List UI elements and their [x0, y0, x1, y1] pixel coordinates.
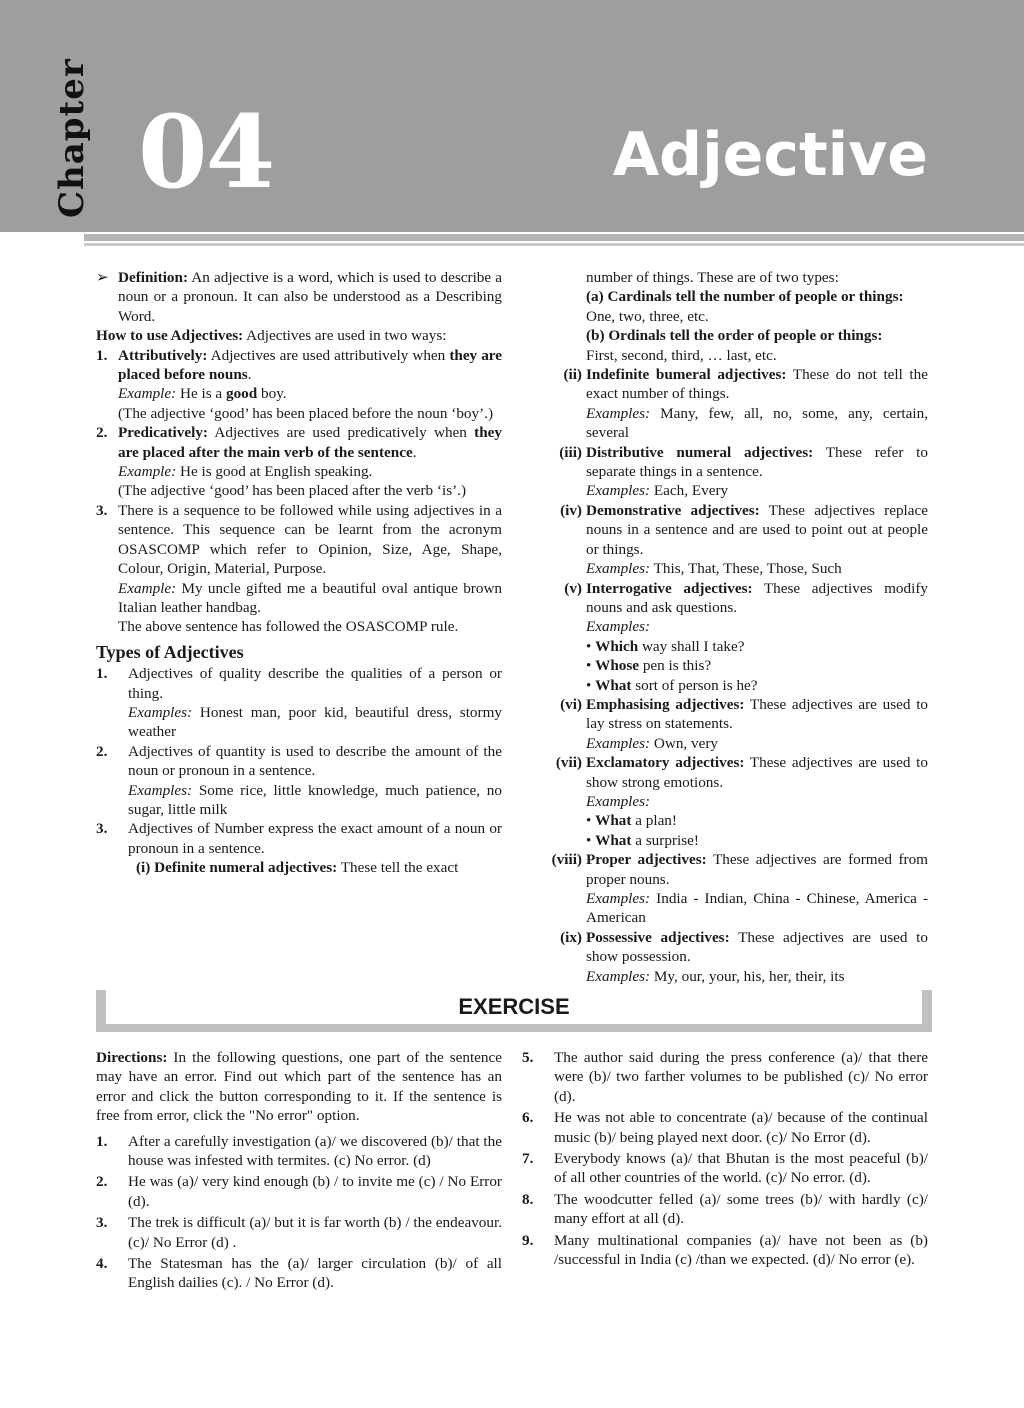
- item-label: Proper adjectives:: [586, 851, 707, 869]
- note-line: The above sentence has followed the OSASCOMP rule.: [118, 618, 459, 636]
- example-label: Examples:: [586, 618, 651, 636]
- question-item: [96, 1254, 502, 1293]
- item-number: (ix): [560, 928, 582, 946]
- sub-item-number: (i): [136, 859, 151, 877]
- definition-text: An adjective is a word, which is used to describe a noun or a pronoun. It can also be understood as a Describing Word.: [118, 269, 502, 325]
- bullet-bold: What: [595, 812, 632, 830]
- example-text: He is a: [176, 385, 226, 403]
- item-number: 2.: [96, 742, 108, 760]
- example-line: [548, 967, 928, 986]
- continued-text: number of things. These are of two types:: [586, 269, 839, 286]
- list-item: [548, 365, 928, 404]
- example-text-end: boy.: [257, 385, 287, 403]
- question-item: [522, 1048, 928, 1106]
- item-number: (vii): [555, 754, 582, 772]
- item-text: Adjectives are used attributively when: [207, 346, 450, 364]
- question-item: [96, 1172, 502, 1211]
- directions-label: Directions:: [96, 1049, 168, 1066]
- definition-label: Definition:: [118, 269, 189, 286]
- list-item: [96, 501, 502, 579]
- question-item: [96, 1213, 502, 1252]
- list-item: [548, 501, 928, 559]
- example-text: My, our, your, his, her, their, its: [650, 967, 845, 985]
- item-text: These adjectives replace nouns in a sentence and are used to point out at people or things.: [586, 501, 928, 558]
- question-number: 5.: [522, 1049, 534, 1066]
- item-number: (v): [564, 579, 582, 597]
- item-text: These adjectives are used to show strong emotions.: [586, 754, 928, 791]
- item-number: 1.: [96, 665, 108, 683]
- question-number: 7.: [522, 1150, 534, 1168]
- list-item: [548, 443, 928, 482]
- list-item: [548, 579, 928, 618]
- question-number: 1.: [96, 1132, 108, 1150]
- item-bold-text: they are placed before nouns: [118, 346, 502, 384]
- directions: [96, 1048, 502, 1126]
- list-item: 2. Predicatively: Adjectives are used predicatively when they are placed after the main verb of the sentence.: [96, 424, 502, 461]
- right-column: [548, 268, 928, 986]
- directions-text: In the following questions, one part of the sentence may have an error. Find out which part of the sentence has an error and click the button corresponding to it. If the sentence is free from error, click the "No error" option.: [96, 1049, 502, 1125]
- item-text: These adjectives are used to show possession.: [586, 928, 928, 966]
- item-number: 3.: [96, 820, 108, 838]
- item-label: Indefinite bumeral adjectives:: [586, 366, 787, 384]
- item-label: Exclamatory adjectives:: [586, 754, 745, 772]
- example-label: Examples:: [586, 482, 651, 500]
- sub-item: [96, 858, 502, 877]
- example-label: Examples:: [586, 967, 651, 985]
- question-text: The woodcutter felled (a)/ some trees (b)/ with hardly (c)/ many effort at all (d).: [554, 1190, 928, 1228]
- chapter-title: Adjective: [612, 120, 928, 190]
- question-item: [522, 1231, 928, 1270]
- types-heading: Types of Adjectives: [96, 641, 244, 662]
- item-number: (viii): [551, 851, 582, 869]
- howto-label: How to use Adjectives:: [96, 327, 244, 345]
- example-text: My uncle gifted me a beautiful oval antique brown Italian leather handbag.: [118, 579, 502, 616]
- question-text: He was not able to concentrate (a)/ because of the continual music (b)/ being played next door. (c)/ No Error (d).: [554, 1109, 928, 1146]
- header-divider-thin: [84, 243, 1024, 246]
- question-list: [96, 1132, 502, 1293]
- item-text: Adjectives of Number express the exact amount of a noun or pronoun in a sentence.: [128, 820, 502, 857]
- example-label: Examples:: [586, 404, 651, 422]
- question-list: [522, 1048, 928, 1269]
- example-label: Examples:: [586, 560, 651, 578]
- header-divider: [84, 234, 1024, 241]
- example-label: Examples:: [586, 890, 651, 907]
- item-label: Distributive numeral adjectives:: [586, 443, 814, 461]
- question-item: [522, 1108, 928, 1147]
- list-item: [548, 850, 928, 889]
- item-bold-text: they are placed after the main verb of the sentence: [118, 424, 502, 461]
- bullet-line: • What a plan!: [586, 812, 677, 830]
- definition-paragraph: [96, 268, 502, 326]
- note-line: (The adjective ‘good’ has been placed after the verb ‘is’.): [118, 482, 467, 500]
- chapter-number: 04: [138, 93, 274, 211]
- bullet-text: a surprise!: [631, 831, 699, 849]
- item-text: These adjectives are used to lay stress on statements.: [586, 695, 929, 733]
- example-text: Honest man, poor kid, beautiful dress, stormy weather: [128, 703, 502, 741]
- question-text: He was (a)/ very kind enough (b) / to invite me (c) / No Error (d).: [128, 1173, 502, 1210]
- item-number: 1.: [96, 346, 108, 364]
- example-text: Own, very: [650, 734, 719, 752]
- sub-item-label: Definite numeral adjectives:: [154, 859, 338, 877]
- item-number: (iii): [559, 443, 582, 461]
- item-label: Attributively:: [118, 346, 208, 364]
- left-column: [96, 268, 502, 878]
- example-line: [548, 559, 928, 578]
- example-label: Example:: [118, 579, 177, 597]
- example-line: [548, 404, 928, 443]
- bullet-bold: Whose: [595, 657, 640, 675]
- howto-text: Adjectives are used in two ways:: [243, 327, 447, 345]
- example-text: This, That, These, Those, Such: [650, 560, 842, 578]
- bullet-line: • What sort of person is he?: [586, 676, 758, 694]
- example-label: Example:: [118, 385, 177, 403]
- item-number: 2.: [96, 424, 108, 442]
- question-text: The author said during the press conference (a)/ that there were (b)/ two farther volumes to be published (c)/ No error (d).: [554, 1049, 928, 1105]
- bullet-text: a plan!: [631, 812, 677, 830]
- bullet-line: • What a surprise!: [586, 831, 699, 849]
- item-text: These refer to separate things in a sentence.: [586, 443, 928, 481]
- item-label: Possessive adjectives:: [586, 928, 730, 946]
- item-number: (ii): [563, 366, 582, 384]
- item-text: Adjectives of quality describe the qualities of a person or thing.: [128, 665, 502, 702]
- item-label: Interrogative adjectives:: [586, 579, 753, 597]
- bullet-line: • Which way shall I take?: [586, 637, 745, 655]
- item-label: Emphasising adjectives:: [586, 695, 745, 713]
- item-number: 3.: [96, 501, 108, 519]
- item-text: These adjectives are formed from proper nouns.: [586, 851, 928, 888]
- sub-item-text: These tell the exact: [337, 859, 459, 877]
- example-text: He is good at English speaking.: [176, 463, 373, 481]
- bullet-bold: What: [595, 676, 632, 694]
- item-text: Adjectives are used predicatively when: [207, 424, 475, 442]
- question-number: 6.: [522, 1109, 534, 1127]
- question-number: 2.: [96, 1173, 108, 1191]
- question-text: Everybody knows (a)/ that Bhutan is the most peaceful (b)/ of all other countries of the world. (c)/ No error. (d).: [554, 1150, 928, 1187]
- item-text: Adjectives of quantity is used to describe the amount of the noun or pronoun in a sentence.: [128, 742, 502, 780]
- question-item: [522, 1149, 928, 1188]
- example-line: [96, 579, 502, 618]
- example-line: [96, 462, 502, 481]
- example-bold: good: [225, 385, 258, 403]
- example-text: Many, few, all, no, some, any, certain, several: [586, 404, 928, 442]
- bullet-text: pen is this?: [639, 657, 712, 675]
- cardinals-text: One, two, three, etc.: [586, 307, 709, 325]
- list-item: [96, 742, 502, 781]
- example-text: India - Indian, China - Chinese, America - American: [586, 890, 928, 927]
- example-line: [96, 703, 502, 742]
- list-item: [96, 819, 502, 858]
- bullet-text: way shall I take?: [638, 637, 745, 655]
- exercise-left-column: [96, 1048, 502, 1295]
- question-number: 8.: [522, 1190, 534, 1208]
- chapter-label: Chapter: [52, 58, 92, 218]
- example-line: [548, 481, 928, 500]
- item-text: These do not tell the exact number of things.: [586, 366, 928, 403]
- question-text: After a carefully investigation (a)/ we discovered (b)/ that the house was infested with termites. (c) No error. (d): [128, 1132, 502, 1170]
- question-text: The trek is difficult (a)/ but it is far worth (b) / the endeavour. (c)/ No Error (d) .: [128, 1214, 502, 1251]
- note-line: (The adjective ‘good’ has been placed before the noun ‘boy’.): [118, 404, 494, 422]
- question-item: [96, 1132, 502, 1171]
- bullet-bold: What: [595, 831, 632, 849]
- question-number: 3.: [96, 1214, 108, 1232]
- list-item: 1. Attributively: Adjectives are used attributively when they are placed before nouns.: [96, 346, 502, 384]
- question-text: The Statesman has the (a)/ larger circulation (b)/ of all English dailies (c). / No Error (d).: [128, 1255, 502, 1292]
- example-label: Examples:: [128, 703, 193, 721]
- example-line: [548, 889, 928, 928]
- list-item: [96, 664, 502, 703]
- bullet-bold: Which: [595, 637, 639, 655]
- ordinals-text: First, second, third, … last, etc.: [586, 346, 777, 364]
- example-line: [96, 384, 502, 403]
- item-number: (iv): [560, 501, 582, 519]
- list-item: [548, 753, 928, 792]
- question-number: 9.: [522, 1231, 534, 1249]
- example-label: Example:: [118, 463, 177, 481]
- example-label: Examples:: [586, 792, 651, 810]
- example-line: [548, 734, 928, 753]
- example-text: Each, Every: [650, 482, 729, 500]
- cardinals-label: (a) Cardinals tell the number of people or things:: [586, 288, 904, 306]
- item-text: These adjectives modify nouns and ask questions.: [586, 579, 928, 616]
- bullet-line: • Whose pen is this?: [586, 657, 712, 675]
- example-label: Examples:: [128, 781, 193, 799]
- question-item: [522, 1190, 928, 1229]
- item-number: (vi): [560, 695, 582, 713]
- howto-paragraph: [96, 326, 502, 345]
- list-item: [548, 928, 928, 967]
- exercise-title: EXERCISE: [458, 994, 570, 1019]
- item-text: There is a sequence to be followed while using adjectives in a sentence. This sequence can be learnt from the acronym OSASCOMP which refer to Opinion, Size, Age, Shape, Colour, Origin, Material, Purpose.: [118, 501, 502, 578]
- question-number: 4.: [96, 1255, 108, 1273]
- arrow-bullet-icon: ➢: [96, 269, 109, 286]
- question-text: Many multinational companies (a)/ have not been as (b) /successful in India (c) /than we expected. (d)/ No error (e).: [554, 1231, 928, 1269]
- ordinals-label: (b) Ordinals tell the order of people or things:: [586, 327, 883, 345]
- item-label: Demonstrative adjectives:: [586, 501, 760, 519]
- list-item: [548, 695, 928, 734]
- exercise-right-column: [522, 1048, 928, 1271]
- example-line: [96, 781, 502, 820]
- bullet-text: sort of person is he?: [631, 676, 758, 694]
- example-text: Some rice, little knowledge, much patience, no sugar, little milk: [128, 781, 502, 818]
- chapter-header: [0, 0, 1024, 232]
- item-label: Predicatively:: [118, 424, 208, 442]
- example-label: Examples:: [586, 734, 651, 752]
